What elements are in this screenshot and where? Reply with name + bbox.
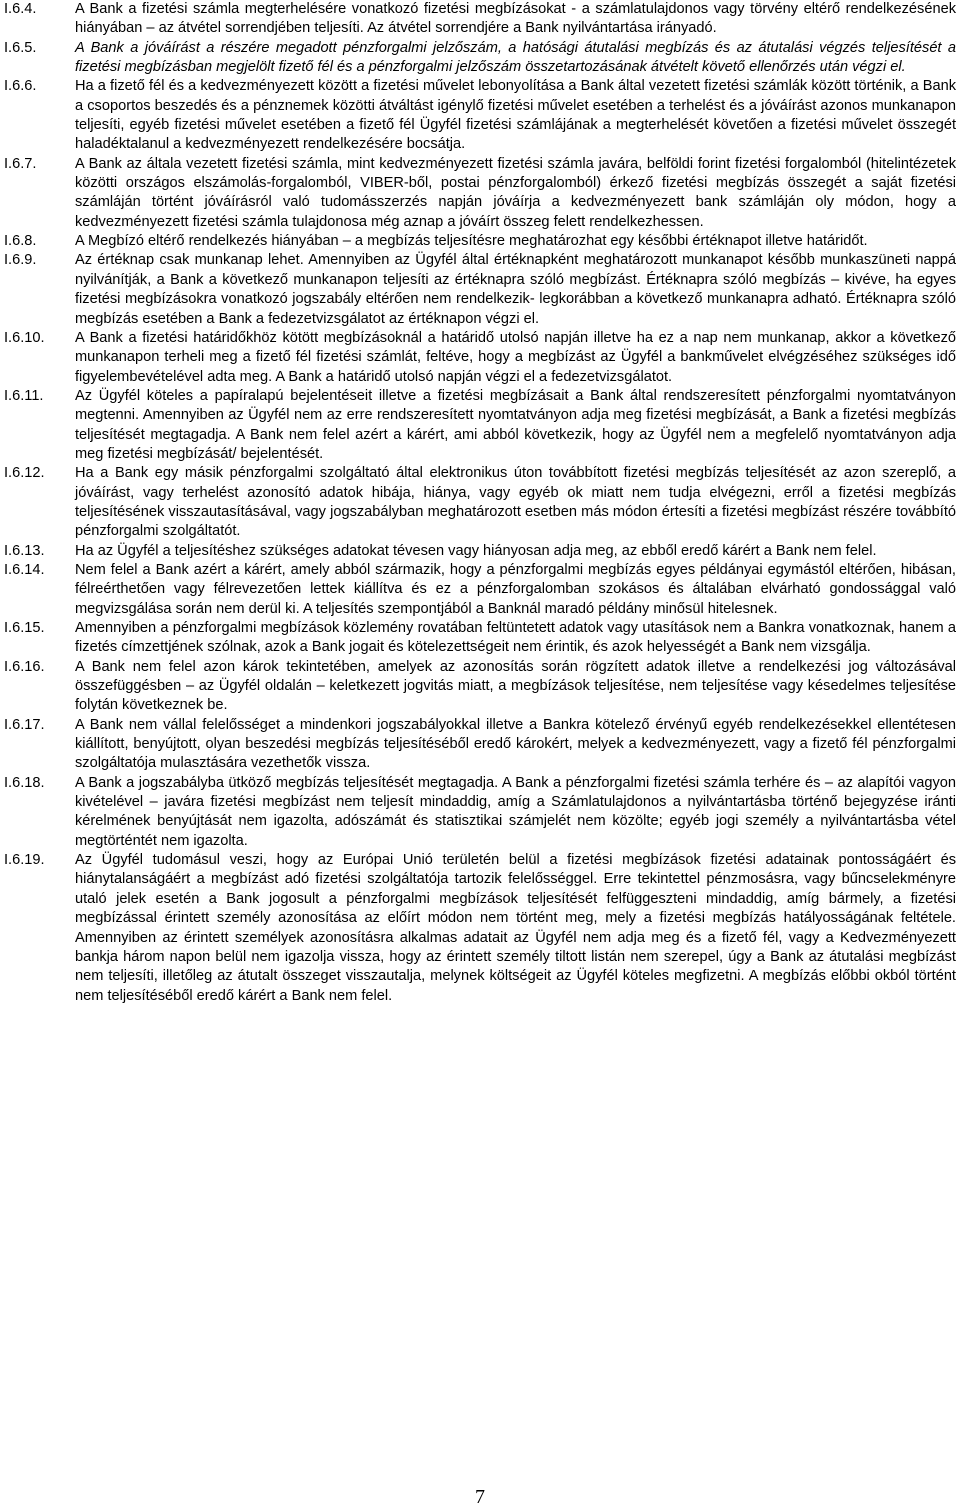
clause-text: A Bank a jóváírást a részére megadott pénzforgalmi jelzőszám, a hatósági átutalási megbízás és az átutalási végzés teljesítését a fizetési megbízásban megjelölt fizető fél és a pénzforgalmi jelzőszám összetartozásának átvételt követő ellenőrzés után végzi el. xyxy=(75,39,956,76)
clause-item xyxy=(4,39,956,78)
clause-text: Az Ügyfél köteles a papíralapú bejelentéseit illetve a fizetési megbízásait a Bank által rendszeresített pénzforgalmi nyomtatványon megtenni. Amennyiben az Ügyfél nem az erre rendszeresített nyomtatványon adja meg fizetési megbízását, a Bank a fizetési megbízás teljesítését megtagadja. A Bank nem felel azért a kárért, ami abból következik, hogy az Ügyfél nem a megfelelő nyomtatványon adja meg fizetési megbízását/ bejelentését. xyxy=(75,387,956,462)
clause-text: Az értéknap csak munkanap lehet. Amennyiben az Ügyfél által értéknapként meghatározott munkanapot később munkaszüneti nappá nyilvánítják, a Bank a következő munkanapon teljesíti az értéknapra szóló megbízást. Értéknapra szóló megbízás – kivéve, ha egyes fizetési megbízásokra vonatkozó jogszabály eltérően nem rendelkezik- legkorábban a következő munkanapra adható. Értéknapra szóló megbízás esetében a Bank a fedezetvizsgálatot az értéknapon végzi el. xyxy=(75,252,956,327)
clause-item xyxy=(4,851,956,1006)
clause-text: A Bank nem vállal felelősséget a mindenkori jogszabályokkal illetve a Bankra kötelező érvényű egyéb rendelkezésekkel ellentétesen kiállított, benyújtott, olyan beszedési megbízás teljesítéséből eredő károkért, melyek a kedvezményezett, vagy a fizető fél pénzforgalmi szolgáltatója mulasztására vezethetők vissza. xyxy=(75,716,956,772)
clause-item xyxy=(4,619,956,658)
clause-number: I.6.8. xyxy=(4,233,37,250)
page-number: 7 xyxy=(475,1486,485,1508)
clause-number: I.6.19. xyxy=(4,852,45,869)
clause-text: Amennyiben a pénzforgalmi megbízások közlemény rovatában feltüntetett adatok vagy utasítások nem a Bankra vonatkoznak, hanem a fizetés címzettjének szólnak, azok a Bank jogait és kötelezettségeit nem érintik, és azok helyességét a Bank nem vizsgálja. xyxy=(75,620,956,656)
clause-number: I.6.5. xyxy=(4,39,37,56)
clause-item xyxy=(4,77,956,154)
clause-text: A Bank az általa vezetett fizetési számla, mint kedvezményezett fizetési számla javára, belföldi forint fizetési forgalomból (hitelintézetek közötti országos elszámolás-forgalomból, VIBER-ből, postai pénzforgalomból) érkező fizetési megbízás összegét a saját fizetési számláján történt jóváírásról való tudomásszerzés napján jóváírja a kedvezményezett bank számláján oly módon, hogy a kedvezményezett fizetési számla tulajdonosa még aznap a jóváírt összeg felett rendelkezhessen. xyxy=(75,155,956,230)
clause-text: A Bank nem felel azon károk tekintetében, amelyek az azonosítás során rögzített adatok illetve a rendelkezési jog változásával összefüggésben – az Ügyfél oldalán – keletkezett jogvitás miatt, a megbízások teljesítése, nem teljesítése vagy késedelmes teljesítése folytán következnek be. xyxy=(75,658,956,714)
clause-number: I.6.13. xyxy=(4,542,45,559)
clause-number: I.6.14. xyxy=(4,561,45,578)
clause-text: A Bank a fizetési határidőkhöz kötött megbízásoknál a határidő utolsó napján illetve ha ez a nap nem munkanap, akkor a következő munkanapon terheli meg a fizető fél fizetési számlát, feltéve, hogy a megbízást az Ügyfél a bankművelet elvégzéséhez szükséges idő figyelembevételével adta meg. A Bank a határidő utolsó napján végzi el a fedezetvizsgálatot. xyxy=(75,329,956,385)
clause-item xyxy=(4,658,956,716)
clause-item xyxy=(4,542,956,561)
clause-number: I.6.10. xyxy=(4,329,45,346)
clause-item xyxy=(4,561,956,619)
clause-number: I.6.9. xyxy=(4,252,37,269)
clause-number: I.6.4. xyxy=(4,1,37,17)
clause-number: I.6.6. xyxy=(4,78,37,95)
clause-number: I.6.16. xyxy=(4,658,45,675)
clause-text: A Bank a fizetési számla megterhelésére vonatkozó fizetési megbízásokat - a számlatulajdonos vagy törvény eltérő rendelkezésének hiányában – az átvétel sorrendjében teljesíti. Az átvétel sorrendjére a Bank nyilvántartása irányadó. xyxy=(75,1,956,37)
clause-text: Ha a Bank egy másik pénzforgalmi szolgáltató által elektronikus úton továbbított fizetési megbízás teljesítését az azon szereplő, a jóváírást, vagy terhelést azonosító adatok hibája, hiánya, vagy egyéb ok miatt nem tudja elvégezni, erről a fizetési megbízás teljesítésének visszautasításával, vagy jogszabályban meghatározott esetben más módon értesíti a fizetési megbízást részére továbbító pénzforgalmi szolgáltatót. xyxy=(75,465,956,540)
clause-text: Az Ügyfél tudomásul veszi, hogy az Európai Unió területén belül a fizetési megbízások fizetési adatainak pontosságáért és hiánytalanságáért a megbízást adó fizetési szolgáltatója tartozik felelősséggel. Erre tekintettel pénzmosásra, vagy bűncselekményre utaló jelek esetén a Bank jogosult a pénzforgalmi megbízások teljesítését felfüggeszteni mindaddig, amíg bármely, a fizetési megbízással érintett személy azonosítása az előírt módon nem történt meg, mely a fizetési megbízás hatályosságának feltétele. Amennyiben az érintett személyek azonosításra alkalmas adatait az Ügyfél nem adja meg és a fizető fél, vagy a Kedvezményezett bankja három napon belül nem igazolja vissza, hogy az érintett személy tiltott listán nem szerepel, úgy a Bank az átutalási megbízást nem teljesíti, illetőleg az átutalt összeget visszautalja, melynek költségeit az Ügyfél köteles megfizetni. A megbízás előbbi okból történt nem teljesítéséből eredő kárért a Bank nem felel. xyxy=(75,852,956,1004)
clause-item xyxy=(4,251,956,328)
clause-item xyxy=(4,155,956,232)
clause-item xyxy=(4,774,956,851)
clause-number: I.6.15. xyxy=(4,620,45,636)
clause-text: A Megbízó eltérő rendelkezés hiányában – a megbízás teljesítésre meghatározhat egy későbbi értéknapot illetve határidőt. xyxy=(75,233,868,250)
clause-number: I.6.12. xyxy=(4,465,45,482)
clause-text: Ha a fizető fél és a kedvezményezett között a fizetési művelet lebonyolítása a Bank által vezetett fizetési számlák között történik, a Bank a csoportos beszedés és a pénznemek közötti átváltást igénylő fizetési művelet esetében a terhelést és a jóváírást azonos munkanapon teljesíti, egyéb fizetési művelet esetében a fizető fél Ügyfél fizetési számlájának a megterhelését követően a fizetési művelet összegét haladéktalanul a kedvezményezett rendelkezésére bocsátja. xyxy=(75,78,956,153)
clause-item xyxy=(4,0,956,39)
clause-item xyxy=(4,232,956,251)
clause-number: I.6.18. xyxy=(4,774,45,791)
clause-text: Nem felel a Bank azért a kárért, amely abból származik, hogy a pénzforgalmi megbízás egyes példányai egymástól eltérően, hibásan, félreérthetően vagy félrevezetően lettek kiállítva és ez a pénzforgalomban szokásos és általában elvárható gondossággal való megvizsgálása során nem derül ki. A teljesítés szempontjából a Banknál maradó példány minősül hitelesnek. xyxy=(75,561,956,617)
clause-list xyxy=(4,0,956,1006)
clause-item xyxy=(4,387,956,464)
clause-item xyxy=(4,329,956,387)
clause-number: I.6.17. xyxy=(4,716,45,733)
clause-text: A Bank a jogszabályba ütköző megbízás teljesítését megtagadja. A Bank a pénzforgalmi fizetési számla terhére és – az alapítói vagyon kivételével – javára fizetési megbízást nem teljesít mindaddig, amíg a Számlatulajdonos a nyilvántartásba történő bejegyzése iránti kérelmének benyújtását nem igazolta, adószámát és statisztikai számjelét nem közölte; egyéb jogi személy a nyilvántartásba vétel megtörténtét nem igazolta. xyxy=(75,774,956,849)
clause-number: I.6.7. xyxy=(4,155,37,172)
clause-number: I.6.11. xyxy=(4,387,44,404)
clause-item xyxy=(4,464,956,541)
clause-item xyxy=(4,716,956,774)
clause-text: Ha az Ügyfél a teljesítéshez szükséges adatokat tévesen vagy hiányosan adja meg, az ebből eredő kárért a Bank nem felel. xyxy=(75,542,877,559)
